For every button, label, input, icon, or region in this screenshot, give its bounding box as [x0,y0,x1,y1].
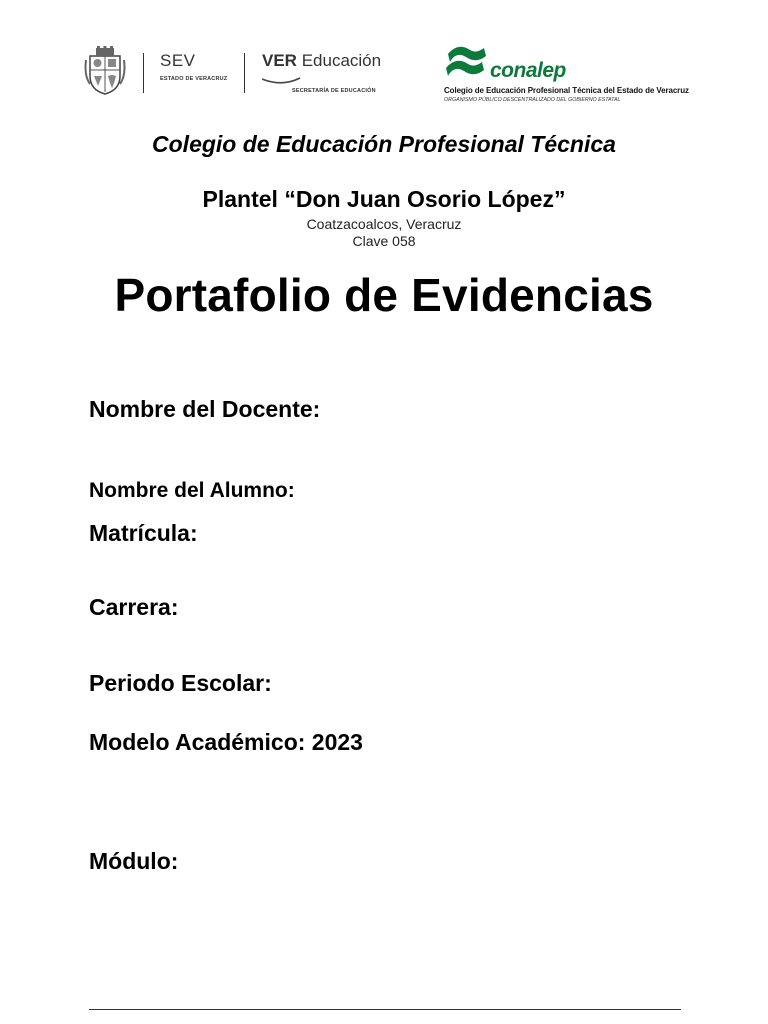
document-title: Portafolio de Evidencias [114,269,654,321]
sev-subtitle: ESTADO DE VERACRUZ [160,76,228,82]
ver-subtitle: SECRETARÍA DE EDUCACIÓN [292,88,376,94]
ver-title-bold: VER [262,51,297,70]
conalep-full-name: Colegio de Educación Profesional Técnica del Estado de Veracruz [444,86,689,95]
docente-label: Nombre del Docente: [89,396,321,422]
ver-educacion-logo [262,52,381,94]
header-divider [244,53,245,93]
colegio-heading: Colegio de Educación Profesional Técnica [152,131,616,157]
conalep-logo-icon [444,44,488,80]
header-divider [143,53,144,93]
carrera-label: Carrera: [89,594,179,620]
modulo-label: Módulo: [89,848,179,874]
ver-title [262,52,381,70]
city-text: Coatzacoalcos, Veracruz [306,216,462,232]
periodo-label: Periodo Escolar: [89,670,272,696]
sev-logo [160,52,227,82]
veracruz-coat-of-arms-icon [84,46,126,96]
matricula-label: Matrícula: [89,520,198,546]
clave-text: Clave 058 [352,233,416,249]
plantel-heading: Plantel “Don Juan Osorio López” [202,186,566,212]
ver-title-rest: Educación [296,51,382,70]
sev-title: SEV [160,51,196,70]
conalep-organism-line: ORGANISMO PÚBLICO DESCENTRALIZADO DEL GOBIERNO ESTATAL [444,97,621,103]
conalep-name: conalep [490,59,566,82]
bottom-rule [89,1009,681,1010]
alumno-label: Nombre del Alumno: [89,479,295,502]
modelo-label: Modelo Académico: 2023 [89,729,363,755]
